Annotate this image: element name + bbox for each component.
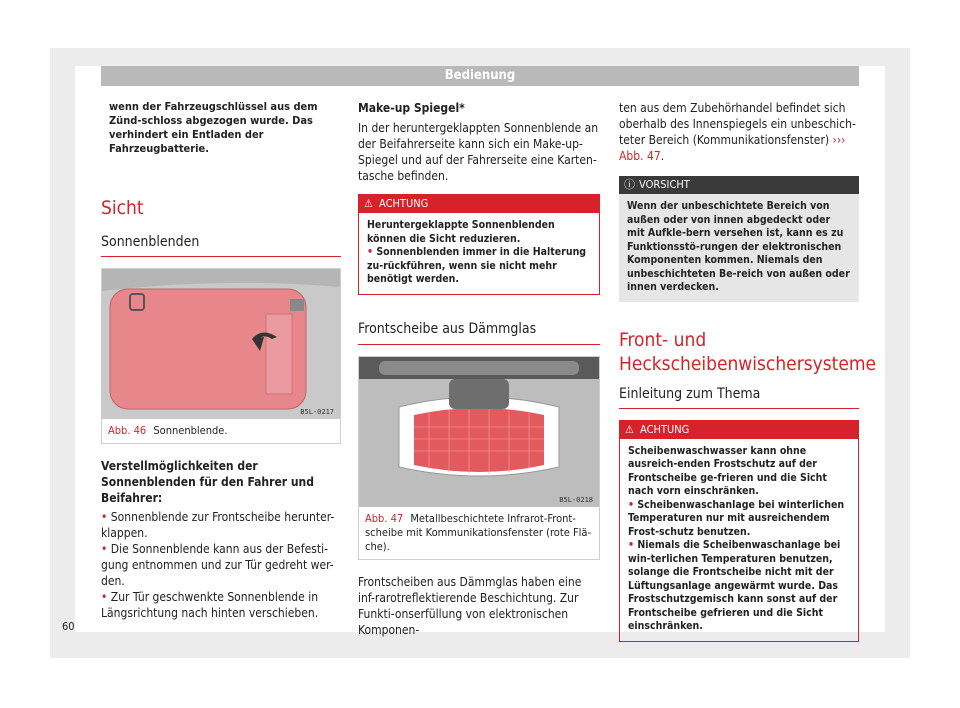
figure-47 xyxy=(358,356,600,560)
warning-body: Heruntergeklappte Sonnenblenden können die Sicht reduzieren. • Sonnenblenden immer in die Halterung zu-rückführen, wenn sie nicht mehr benötigt werden. xyxy=(359,213,599,294)
figure-label: Abb. 47 xyxy=(365,511,404,525)
caution-body: Wenn der unbeschichtete Bereich von außen oder von innen abgedeckt oder mit Aufkle-bern versehen ist, kann es zu Funktionsstö-rungen der elektronischen Komponenten kommen. Niemals den unbeschichteten Be-reich von außen oder innen verdecken. xyxy=(619,194,859,302)
warning-bullet: Niemals die Scheibenwaschanlage bei win-terlichen Temperaturen benutzen, solange die Frontscheibe nicht mit der Lüftungsanlage angewärmt wurde. Das Frostschutzgemisch kann sonst auf der Frontscheibe gefrieren und die Sicht einschränken. xyxy=(628,539,841,632)
warning-bullet: Sonnenblenden immer in die Halterung zu-rückführen, wenn sie nicht mehr benötigt werden. xyxy=(367,246,587,285)
adjust-heading: Verstellmöglichkeiten der Sonnenblenden für den Fahrer und Beifahrer: xyxy=(101,459,314,505)
caution-title: VORSICHT xyxy=(639,178,690,191)
bullet-item: • Die Sonnenblende kann aus der Befesti-gung entnommen und zur Tür gedreht wer-den. xyxy=(101,542,334,588)
figure-caption xyxy=(102,419,340,443)
warning-header xyxy=(359,195,599,213)
caution-box xyxy=(619,176,859,302)
warning-text: Scheibenwaschwasser kann ohne ausreich-enden Frostschutz auf der Frontscheibe ge-frieren und die Sicht nach vorn einschränken. xyxy=(628,444,827,497)
page-header: Bedienung xyxy=(101,66,859,86)
figure-code: B5L-0218 xyxy=(559,495,593,504)
windshield-illustration xyxy=(359,357,599,507)
bullet-text: Die Sonnenblende kann aus der Befesti-gung entnommen und zur Tür gedreht wer-den. xyxy=(101,542,334,588)
bullet-item: • Sonnenblende zur Frontscheibe herunter-klappen. xyxy=(101,510,335,540)
continued-paragraph xyxy=(619,100,859,164)
warning-text: Heruntergeklappte Sonnenblenden können die Sicht reduzieren. xyxy=(367,219,555,245)
daemmglas-paragraph: Frontscheiben aus Dämmglas haben eine inf-rarotreflektierende Beschichtung. Zur Funkti-onserfüllung von elektronischen Komponen- xyxy=(358,574,582,637)
figure-label: Abb. 46 xyxy=(108,424,147,437)
figure-46 xyxy=(101,268,341,444)
figure-caption-text: Sonnenblende. xyxy=(153,424,228,437)
column-2 xyxy=(358,100,600,638)
bullet-text: Sonnenblende zur Frontscheibe herunter-klappen. xyxy=(101,510,335,540)
continued-text: ten aus dem Zubehörhandel befindet sich oberhalb des Innenspiegels ein unbeschich-teter Bereich (Kommunikationsfenster) xyxy=(619,101,856,147)
sun-visor-illustration xyxy=(102,269,340,419)
intro-text: wenn der Fahrzeugschlüssel aus dem Zünd-schloss abgezogen wurde. Das verhindert ein Entladen der Fahrzeugbatterie. xyxy=(109,100,318,155)
subsection-title-einleitung: Einleitung zum Thema xyxy=(619,385,761,402)
makeup-paragraph: In der heruntergeklappten Sonnenblende an der Beifahrerseite kann sich ein Make-up-Spiegel und auf der Fahrerseite eine Karten-tasche befinden. xyxy=(358,121,599,183)
column-3 xyxy=(619,100,877,642)
subsection-title-daemmglas: Frontscheibe aus Dämmglas xyxy=(358,320,537,337)
makeup-heading: Make-up Spiegel* xyxy=(358,101,465,115)
page-number: 60 xyxy=(62,620,75,633)
warning-header xyxy=(620,421,858,439)
warning-body: Scheibenwaschwasser kann ohne ausreich-enden Frostschutz auf der Frontscheibe ge-frieren und die Sicht nach vorn einschränken. • Scheibenwaschanlage bei winterlichen Temperaturen nur mit ausreichendem Frost-schutz benutzen. • Niemals die Scheibenwaschanlage bei win-terlichen Temperaturen benutzen, solange die Frontscheibe nicht mit der Lüftungsanlage angewärmt wurde. Das Frostschutzgemisch kann sonst auf der Frontscheibe gefrieren und die Sicht einschränken. xyxy=(620,439,858,641)
section-title-wischer: Front- und Heckscheibenwischersysteme xyxy=(619,328,877,375)
sun-visor-image xyxy=(102,269,340,419)
warning-triangle-icon: ⚠ xyxy=(364,197,373,210)
bullet-item: • Zur Tür geschwenkte Sonnenblende in Längsrichtung nach hinten verschieben. xyxy=(101,590,319,620)
warning-bullet: Scheibenwaschanlage bei winterlichen Temperaturen nur mit ausreichendem Frost-schutz benutzen. xyxy=(628,498,845,538)
subsection-title-sonnenblenden: Sonnenblenden xyxy=(101,234,200,250)
warning-title: ACHTUNG xyxy=(379,197,429,210)
warning-box xyxy=(619,420,859,642)
info-circle-icon: ⓘ xyxy=(624,178,635,191)
windshield-image xyxy=(359,357,599,507)
figure-code: B5L-0217 xyxy=(300,408,334,416)
bullet-text: Zur Tür geschwenkte Sonnenblende in Längsrichtung nach hinten verschieben. xyxy=(101,590,319,620)
caution-header xyxy=(619,176,859,194)
figure-reference-link[interactable]: ››› Abb. 47 xyxy=(619,133,846,163)
ref-end: . xyxy=(660,149,665,163)
warning-title: ACHTUNG xyxy=(640,422,690,436)
figure-caption xyxy=(359,507,599,559)
warning-box xyxy=(358,194,600,295)
warning-triangle-icon: ⚠ xyxy=(625,422,634,436)
column-1 xyxy=(101,100,341,621)
figure-caption-text: Metallbeschichtete Infrarot-Front-scheibe mit Kommunikationsfenster (rote Flä-che). xyxy=(365,511,592,553)
section-title-sicht: Sicht xyxy=(101,197,144,219)
